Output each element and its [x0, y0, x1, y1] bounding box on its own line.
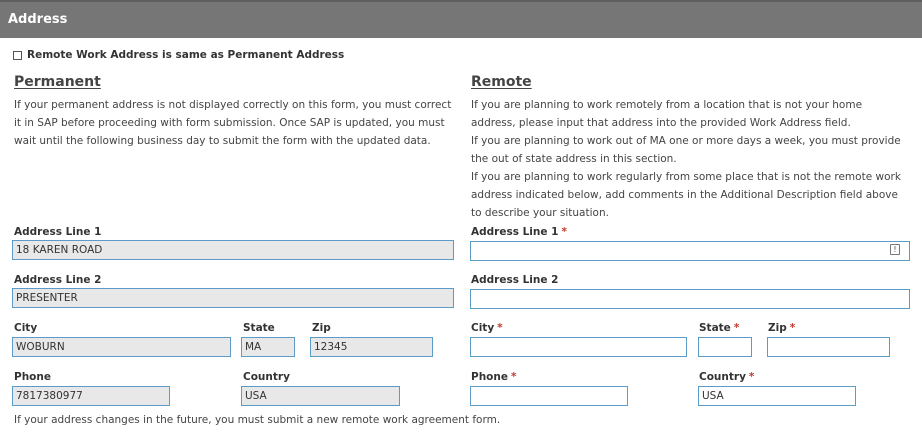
permanent-state-field[interactable]: MA: [241, 337, 295, 357]
remote-country-field[interactable]: USA: [698, 386, 856, 406]
permanent-title: Permanent: [14, 74, 101, 90]
permanent-address2-label: Address Line 2: [14, 274, 102, 286]
remote-country-label: [699, 371, 754, 383]
remote-title: Remote: [471, 74, 532, 90]
required-marker: *: [748, 371, 755, 383]
permanent-description-line: If your permanent address is not displayed correctly on this form, you must correct: [14, 99, 452, 111]
remote-city-label: [471, 322, 503, 334]
remote-address2-label: Address Line 2: [471, 274, 559, 286]
remote-description-line: address indicated below, add comments in the Additional Description field above: [471, 189, 898, 201]
remote-description-line: If you are planning to work remotely from a location that is not your home: [471, 99, 863, 111]
required-marker: *: [733, 322, 740, 334]
remote-zip-field[interactable]: [767, 337, 890, 357]
permanent-zip-label: Zip: [312, 322, 331, 334]
remote-country-label-text: Country: [699, 371, 746, 383]
permanent-description-line: it in SAP before proceeding with form submission. Once SAP is updated, you must: [14, 117, 445, 129]
remote-address1-label: [471, 226, 567, 238]
remote-phone-label: [471, 371, 516, 383]
permanent-description: [14, 96, 451, 150]
permanent-city-label: City: [14, 322, 38, 334]
same-address-label: Remote Work Address is same as Permanent Address: [27, 49, 345, 61]
required-marker: *: [789, 322, 796, 334]
remote-address1-label-text: Address Line 1: [471, 226, 559, 238]
permanent-address2-field[interactable]: PRESENTER: [12, 288, 454, 308]
remote-description-line: If you are planning to work regularly from some place that is not the remote work: [471, 171, 901, 183]
remote-city-label-text: City: [471, 322, 495, 334]
footer-note: If your address changes in the future, you must submit a new remote work agreement form.: [14, 414, 501, 426]
required-marker: *: [510, 371, 517, 383]
remote-state-field[interactable]: [698, 337, 752, 357]
permanent-country-label: Country: [243, 371, 290, 383]
permanent-phone-label: Phone: [14, 371, 51, 383]
same-address-checkbox[interactable]: [13, 51, 22, 60]
remote-description-line: to describe your situation.: [471, 207, 609, 219]
required-marker: *: [561, 226, 567, 238]
remote-description-line: address, please input that address into the provided Work Address field.: [471, 117, 851, 129]
permanent-address1-field[interactable]: 18 KAREN ROAD: [12, 240, 454, 260]
permanent-phone-field[interactable]: 7817380977: [12, 386, 170, 406]
remote-phone-field[interactable]: [470, 386, 628, 406]
remote-description: [471, 96, 901, 222]
remote-address1-field[interactable]: [470, 241, 910, 261]
permanent-state-label: State: [243, 322, 275, 334]
remote-description-line: the out of state address in this section.: [471, 153, 677, 165]
remote-state-label: [699, 322, 739, 334]
remote-description-line: If you are planning to work out of MA one or more days a week, you must provide: [471, 135, 901, 147]
address-book-icon[interactable]: !: [890, 244, 900, 255]
remote-state-label-text: State: [699, 322, 731, 334]
remote-phone-label-text: Phone: [471, 371, 508, 383]
permanent-country-field[interactable]: USA: [241, 386, 400, 406]
required-marker: *: [497, 322, 503, 334]
permanent-address1-label: Address Line 1: [14, 226, 102, 238]
remote-city-field[interactable]: [470, 337, 687, 357]
remote-address2-field[interactable]: [470, 289, 910, 309]
section-title: Address: [8, 12, 68, 27]
permanent-city-field[interactable]: WOBURN: [12, 337, 231, 357]
same-address-row[interactable]: [13, 49, 344, 61]
section-header: [0, 0, 922, 38]
remote-zip-label-text: Zip: [768, 322, 787, 334]
permanent-zip-field[interactable]: 12345: [310, 337, 433, 357]
permanent-description-line: wait until the following business day to submit the form with the updated data.: [14, 135, 431, 147]
remote-zip-label: [768, 322, 795, 334]
